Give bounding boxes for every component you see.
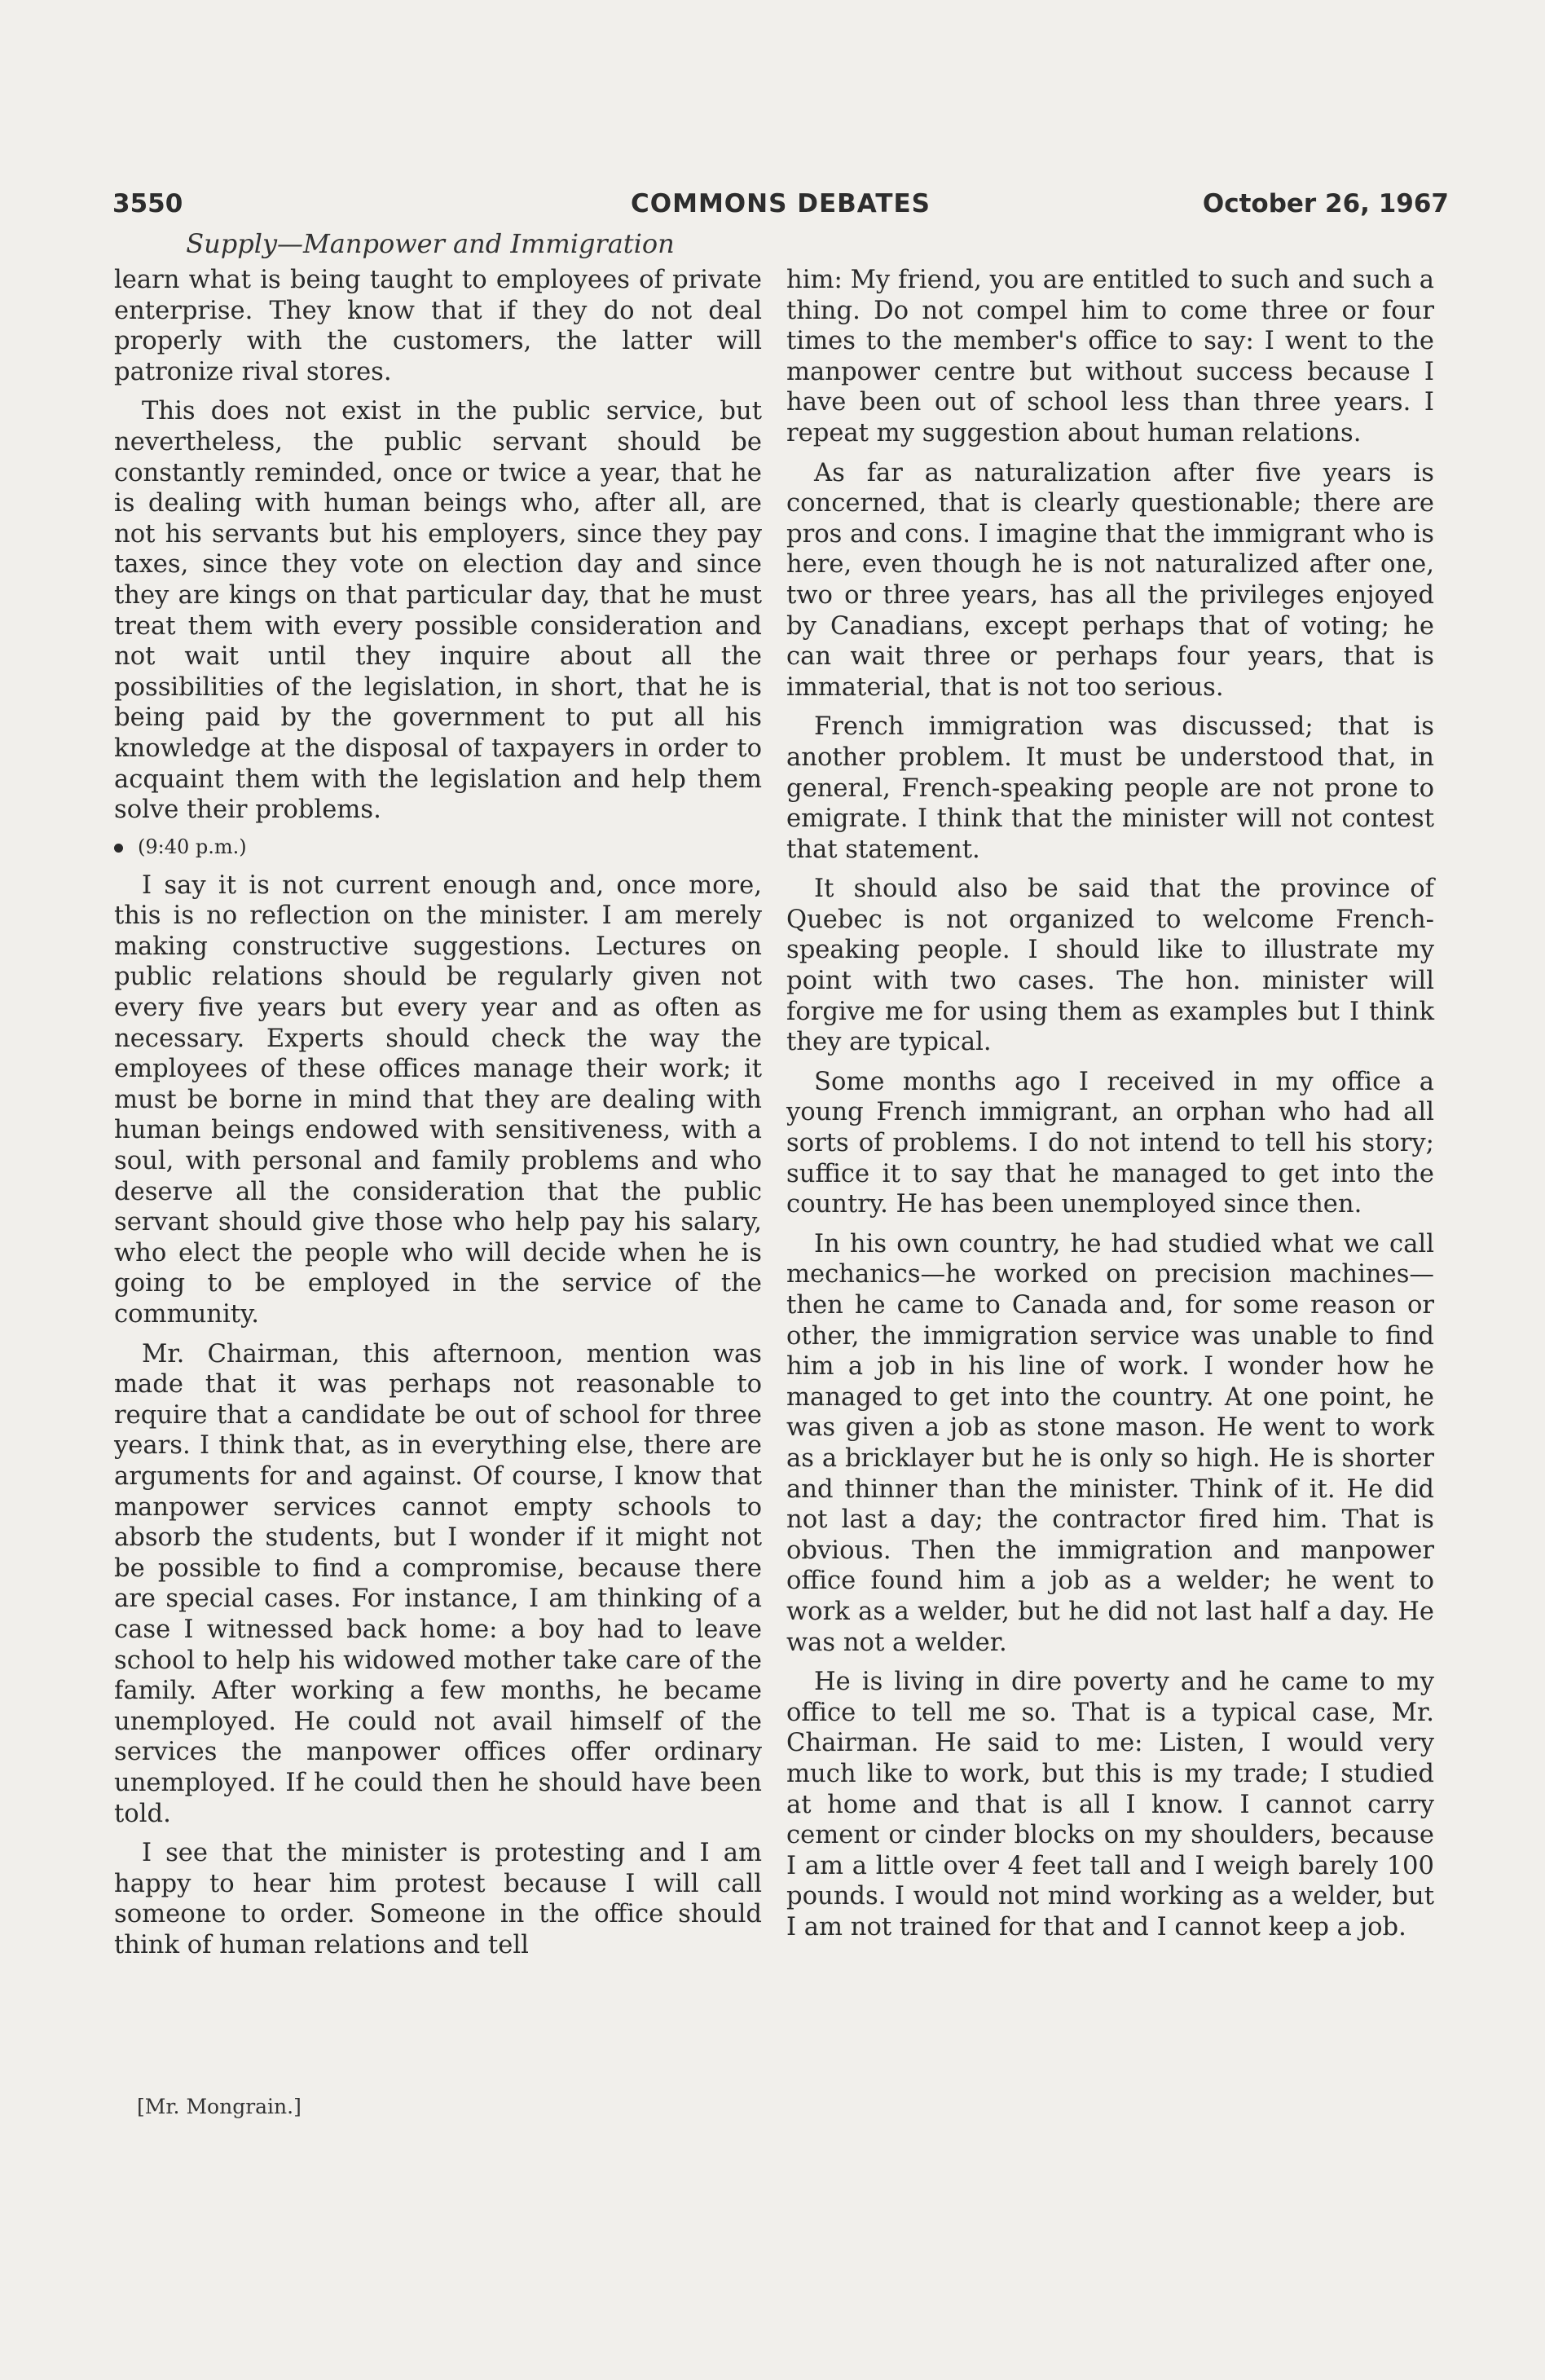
paragraph: In his own country, he had studied what we call mechanics—he worked on precision machines—then he came to Canada and, for some reason or other, the immigration service was unable to find him a job in his line of work. I wonder how he managed to get into the country. At one point, he was given a job as stone mason. He went to work as a bricklayer but he is only so high. He is shorter and thinner than the minister. Think of it. He did not last a day; the contractor fired him. That is obvious. Then the immigration and manpower office found him a job as a welder; he went to work as a welder, but he did not last half a day. He was not a welder. — [786, 1229, 1434, 1657]
page-number: 3550 — [112, 189, 183, 218]
timestamp-marker — [114, 835, 762, 859]
timestamp-text: (9:40 p.m.) — [138, 835, 247, 858]
section-subtitle: Supply—Manpower and Immigration — [186, 228, 675, 259]
speaker-footer: [Mr. Mongrain.] — [137, 2095, 302, 2118]
paragraph: Some months ago I received in my office a young French immigrant, an orphan who had all sorts of problems. I do not intend to tell his story; suffice it to say that he managed to get into the country. He has been unemployed since then. — [786, 1067, 1434, 1219]
publication-title: COMMONS DEBATES — [631, 189, 931, 218]
paragraph: It should also be said that the province of Quebec is not organized to welcome French-speaking people. I should like to illustrate my point with two cases. The hon. minister will forgive me for using them as examples but I think they are typical. — [786, 875, 1434, 1057]
paragraph: As far as naturalization after five years is concerned, that is clearly questionable; there are pros and cons. I imagine that the immigrant who is here, even though he is not naturalized after one, two or three years, has all the privileges enjoyed by Canadians, except perhaps that of voting; he can wait three or perhaps four years, that is immaterial, that is not too serious. — [786, 458, 1434, 702]
paragraph: I say it is not current enough and, once more, this is no reflection on the minister. I am merely making constructive suggestions. Lectures on public relations should be regularly given not every five years but every year and as often as necessary. Experts should check the way the employees of these offices manage their work; it must be borne in mind that they are dealing with human beings endowed with sensitiveness, with a soul, with personal and family problems and who deserve all the consideration that the public servant should give those who help pay his salary, who elect the people who will decide when he is going to be employed in the service of the community. — [114, 870, 762, 1329]
paragraph: This does not exist in the public service, but nevertheless, the public servant should be constantly reminded, once or twice a year, that he is dealing with human beings who, after all, are not his servants but his employers, since they pay taxes, since they vote on election day and since they are kings on that particular day, that he must treat them with every possible consideration and not wait until they inquire about all the possibilities of the legislation, in short, that he is being paid by the government to put all his knowledge at the disposal of taxpayers in order to acquaint them with the legislation and help them solve their problems. — [114, 397, 762, 825]
paragraph: I see that the minister is protesting and I am happy to hear him protest because I will call someone to order. Someone in the office should think of human relations and tell — [114, 1839, 762, 1959]
left-column — [114, 265, 762, 1969]
bullet-icon — [114, 844, 123, 853]
paragraph: him: My friend, you are entitled to such and such a thing. Do not compel him to come three or four times to the member's office to say: I went to the manpower centre but without success because I have been out of school less than three years. I repeat my suggestion about human relations. — [786, 266, 1434, 447]
paragraph: French immigration was discussed; that is another problem. It must be understood that, in general, French-speaking people are not prone to emigrate. I think that the minister will not contest that statement. — [786, 712, 1434, 864]
paragraph: learn what is being taught to employees of private enterprise. They know that if they do not deal properly with the customers, the latter will patronize rival stores. — [114, 266, 762, 386]
right-column — [786, 265, 1434, 1951]
paragraph: Mr. Chairman, this afternoon, mention was made that it was perhaps not reasonable to require that a candidate be out of school for three years. I think that, as in everything else, there are arguments for and against. Of course, I know that manpower services cannot empty schools to absorb the students, but I wonder if it might not be possible to find a compromise, because there are special cases. For instance, I am thinking of a case I witnessed back home: a boy had to leave school to help his widowed mother take care of the family. After working a few months, he became unemployed. He could not avail himself of the services the manpower offices offer ordinary unemployed. If he could then he should have been told. — [114, 1339, 762, 1828]
page-date: October 26, 1967 — [1202, 189, 1449, 218]
paragraph: He is living in dire poverty and he came to my office to tell me so. That is a typical case, Mr. Chairman. He said to me: Listen, I would very much like to work, but this is my trade; I studied at home and that is all I know. I cannot carry cement or cinder blocks on my shoulders, because I am a little over 4 feet tall and I weigh barely 100 pounds. I would not mind working as a welder, but I am not trained for that and I cannot keep a job. — [786, 1668, 1434, 1941]
page-header — [112, 189, 1449, 228]
